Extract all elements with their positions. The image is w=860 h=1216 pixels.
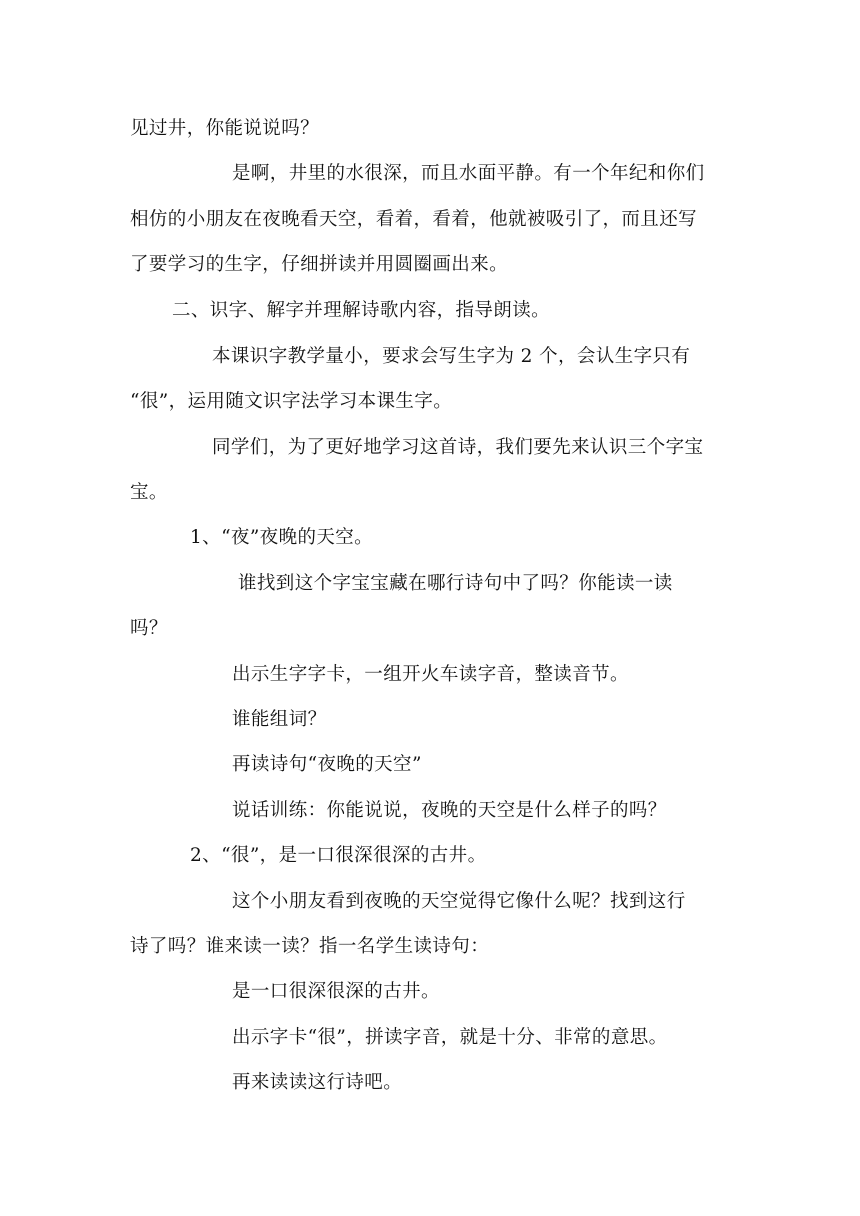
text-line-20: 是一口很深很深的古井。 — [232, 981, 440, 1002]
text-line-13: 出示生字字卡，一组开火车读字音，整读音节。 — [232, 664, 629, 685]
text-line-4: 了要学习的生字，仔细拼读并用圆圈画出来。 — [130, 254, 509, 275]
text-line-6: 本课识字教学量小，要求会写生字为 2 个，会认生字只有 — [212, 346, 691, 367]
text-line-15: 再读诗句“夜晚的天空” — [232, 754, 422, 775]
subheading-2: 2、“很”，是一口很深很深的古井。 — [190, 845, 487, 866]
text-line-14: 谁能组词？ — [232, 709, 327, 730]
text-line-9: 宝。 — [130, 482, 168, 503]
text-line-11: 谁找到这个字宝宝藏在哪行诗句中了吗？你能读一读 — [238, 573, 673, 594]
text-line-8: 同学们，为了更好地学习这首诗，我们要先来认识三个字宝 — [212, 437, 704, 458]
text-line-3: 相仿的小朋友在夜晚看天空，看着，看着，他就被吸引了，而且还写 — [130, 209, 698, 230]
text-line-12: 吗？ — [130, 618, 168, 639]
text-line-16: 说话训练：你能说说，夜晚的天空是什么样子的吗？ — [232, 800, 667, 821]
text-line-19: 诗了吗？谁来读一读？指一名学生读诗句： — [130, 936, 490, 957]
text-line-22: 再来读读这行诗吧。 — [232, 1072, 403, 1093]
subheading-1: 1、“夜”夜晚的天空。 — [190, 527, 374, 548]
text-line-18: 这个小朋友看到夜晚的天空觉得它像什么呢？找到这行 — [232, 891, 686, 912]
text-line-7: “很”，运用随文识字法学习本课生字。 — [130, 391, 453, 412]
text-line-2: 是啊，井里的水很深，而且水面平静。有一个年纪和你们 — [232, 163, 705, 184]
text-line-1: 见过井，你能说说吗？ — [130, 118, 320, 139]
text-line-21: 出示字卡“很”，拼读字音，就是十分、非常的意思。 — [232, 1027, 668, 1048]
section-heading: 二、识字、解字并理解诗歌内容，指导朗读。 — [172, 300, 551, 321]
